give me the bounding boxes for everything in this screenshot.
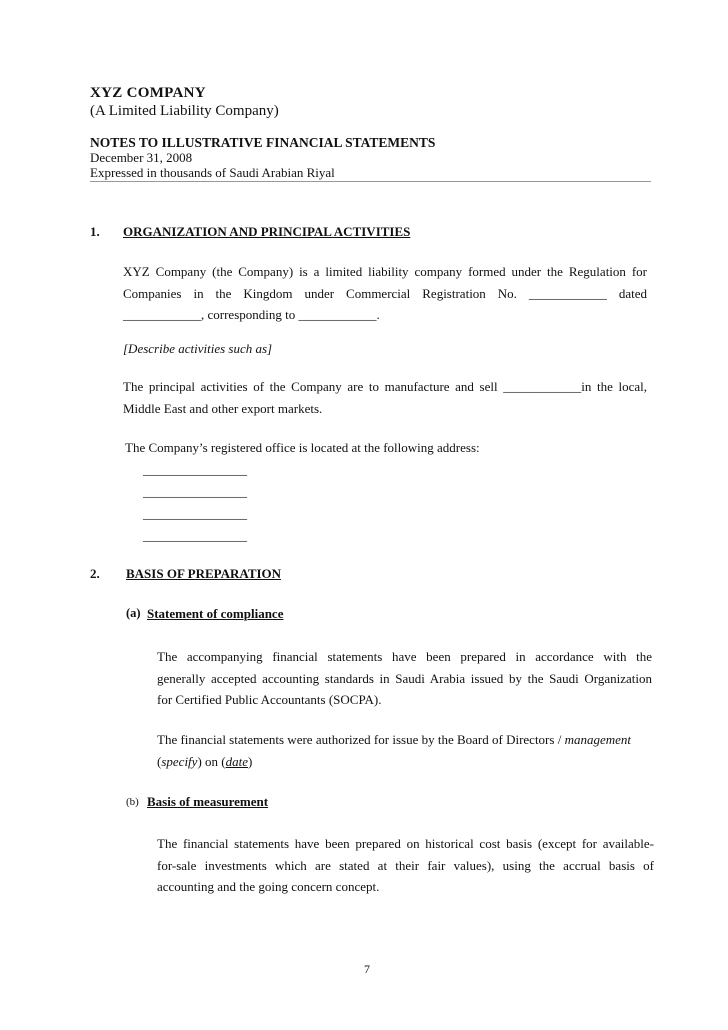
date-placeholder: date [225,753,248,769]
header-divider [90,181,651,182]
section-1-paragraph-1 [123,261,647,326]
page-number: 7 [364,962,370,976]
subsection-a-title: Statement of compliance [147,606,284,621]
section-1-number: 1. [90,224,100,239]
address-line-3: ________________ [143,506,247,521]
measurement-paragraph [157,833,654,898]
subsection-b-title: Basis of measurement [147,794,269,809]
address-line-2: ________________ [143,484,247,499]
authorization-paragraph [157,729,654,772]
text-line [157,729,654,751]
text-line: for-sale investments which are stated at their fair values), using the accrual basis of [157,857,654,873]
subsection-a-label: (a) [126,606,141,620]
text-line [157,751,654,773]
describe-activities-note: [Describe activities such as] [123,341,273,356]
subsection-b-label: (b) [126,796,139,808]
section-1-paragraph-2 [123,376,647,419]
on-text: ) on ( [197,753,226,769]
paren-close: ) [248,753,253,769]
text-line: The accompanying financial statements have been prepared in accordance with the [157,649,652,664]
text-line: for Certified Public Accountants (SOCPA). [157,692,382,707]
registered-office-text: The Company’s registered office is located at the following address: [125,440,480,455]
company-type: (A Limited Liability Company) [90,103,279,119]
text-line: generally accepted accounting standards in Saudi Arabia issued by the Saudi Organization [157,670,652,686]
address-line-1: ________________ [143,462,247,477]
company-name: XYZ COMPANY [90,85,206,101]
management-term: management [564,732,631,747]
text-line: accounting and the going concern concept. [157,879,380,894]
text-line: XYZ Company (the Company) is a limited liability company formed under the Regulation for [123,264,647,279]
text-line: The principal activities of the Company are to manufacture and sell ____________in the local, [123,379,647,394]
notes-title: NOTES TO ILLUSTRATIVE FINANCIAL STATEMENTS [90,135,436,150]
statement-date: December 31, 2008 [90,150,193,165]
section-2-title: BASIS OF PREPARATION [126,566,282,581]
address-line-4: ________________ [143,528,247,543]
text-line: Companies in the Kingdom under Commercial Registration No. ____________ dated [123,285,647,301]
authorization-text: The financial statements were authorized for issue by the Board of Directors / [157,732,565,747]
section-2-number: 2. [90,566,100,581]
currency-note: Expressed in thousands of Saudi Arabian Riyal [90,165,335,180]
compliance-paragraph [157,646,652,711]
paren-open: ( [157,753,162,769]
specify-placeholder: specify [161,753,198,769]
section-1-title: ORGANIZATION AND PRINCIPAL ACTIVITIES [123,224,411,239]
text-line: ____________, corresponding to ____________. [123,307,380,322]
text-line: The financial statements have been prepared on historical cost basis (except for available- [157,836,654,851]
text-line: Middle East and other export markets. [123,400,323,416]
